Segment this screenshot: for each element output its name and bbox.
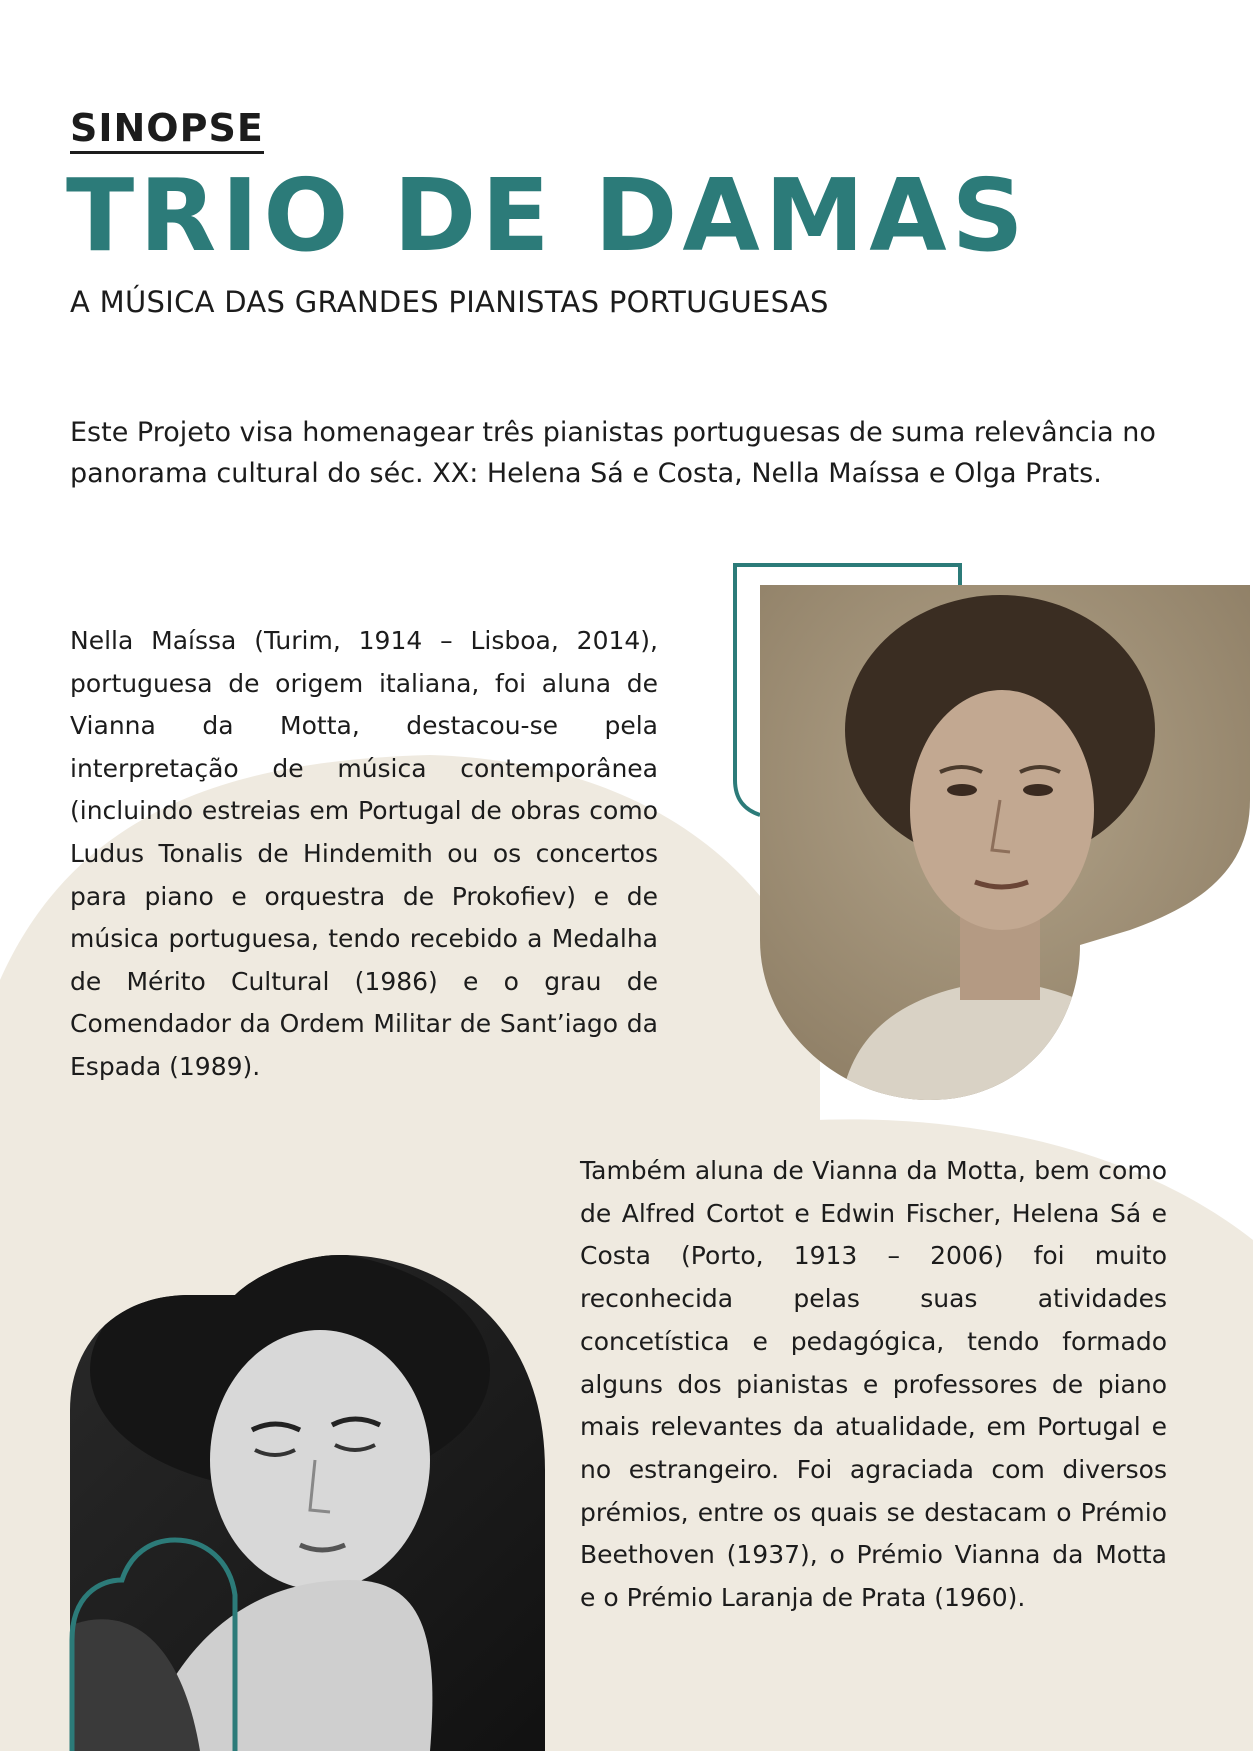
bio-nella-maissa: Nella Maíssa (Turim, 1914 – Lisboa, 2014), portuguesa de origem italiana, foi aluna de Vianna da Motta, destacou-se pela interpretação de música contemporânea (incluindo estreias em Portugal de obras como Ludus Tonalis de Hindemith ou os concertos para piano e orquestra de Prokofiev) e de música portuguesa, tendo recebido a Medalha de Mérito Cultural (1986) e o grau de Comendador da Ordem Militar de Sant’iago da Espada (1989).: [70, 626, 658, 1081]
page-title: TRIO DE DAMAS: [66, 157, 1029, 274]
page-subtitle: A MÚSICA DAS GRANDES PIANISTAS PORTUGUESAS: [70, 285, 829, 319]
section-label: SINOPSE: [70, 108, 264, 154]
portrait-nella-maissa: [730, 560, 1250, 1110]
portrait-helena-sa-e-costa: [60, 1250, 560, 1751]
bio-helena-sa-e-costa: Também aluna de Vianna da Motta, bem como de Alfred Cortot e Edwin Fischer, Helena Sá e Costa (Porto, 1913 – 2006) foi muito reconhecida pelas suas atividades concetística e pedagógica, tendo formado alguns dos pianistas e professores de piano mais relevantes da atualidade, em Portugal e no estrangeiro. Foi agraciada com diversos prémios, entre os quais se destacam o Prémio Beethoven (1937), o Prémio Vianna da Motta e o Prémio Laranja de Prata (1960).: [580, 1156, 1167, 1613]
intro-paragraph: Este Projeto visa homenagear três pianistas portuguesas de suma relevância no panorama cultural do séc. XX: Helena Sá e Costa, Nella Maíssa e Olga Prats.: [70, 417, 1156, 489]
